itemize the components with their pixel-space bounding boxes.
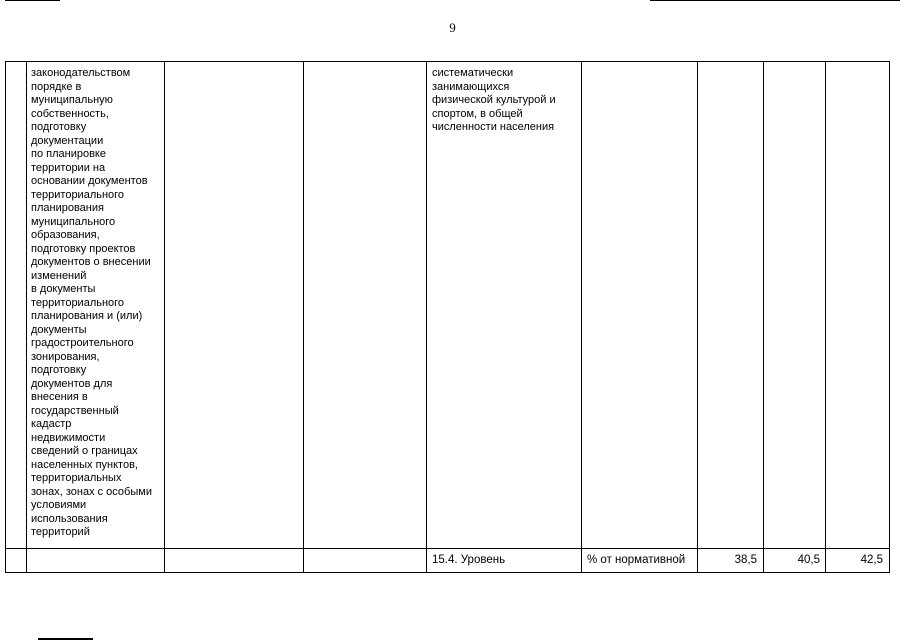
col-border-4 [426,61,427,573]
cell-unit: % от нормативной [587,554,686,566]
document-table [5,61,890,573]
col-border-2 [164,61,165,573]
col-border-8 [825,61,826,573]
cell-continued-description: законодательством порядке в муниципальную собственность, подготовку документации по планировке территории на основании документов территориального планирования муниципального образования, подготовку проектов документов о внесении изменений в документы территориального планирования и (или) документы градостроительного зонирования, подготовку документов для внесения в государственный кадастр недвижимости сведений о границах населенных пунктов, территориальных зонах, зонах с особыми условиями использования территорий [31,67,152,538]
row-divider [5,548,890,549]
col-border-1 [26,61,27,573]
table-top-border [5,61,890,62]
page-number: 9 [449,20,456,35]
col-border-7 [763,61,764,573]
table-bottom-border [5,572,890,573]
col-border-3 [303,61,304,573]
col-border-5 [581,61,582,573]
col-border-0 [5,61,6,573]
cell-continued-indicator: систематически занимающихся физической культурой и спортом, в общей численности населения [432,67,556,133]
top-rule-right [650,0,900,1]
cell-value-1: 38,5 [734,554,757,566]
col-border-9 [889,61,890,573]
top-rule-left [5,0,60,1]
cell-value-3: 42,5 [860,554,883,566]
col-border-6 [697,61,698,573]
cell-indicator-15-4: 15.4. Уровень [432,554,506,566]
cell-value-2: 40,5 [797,554,820,566]
